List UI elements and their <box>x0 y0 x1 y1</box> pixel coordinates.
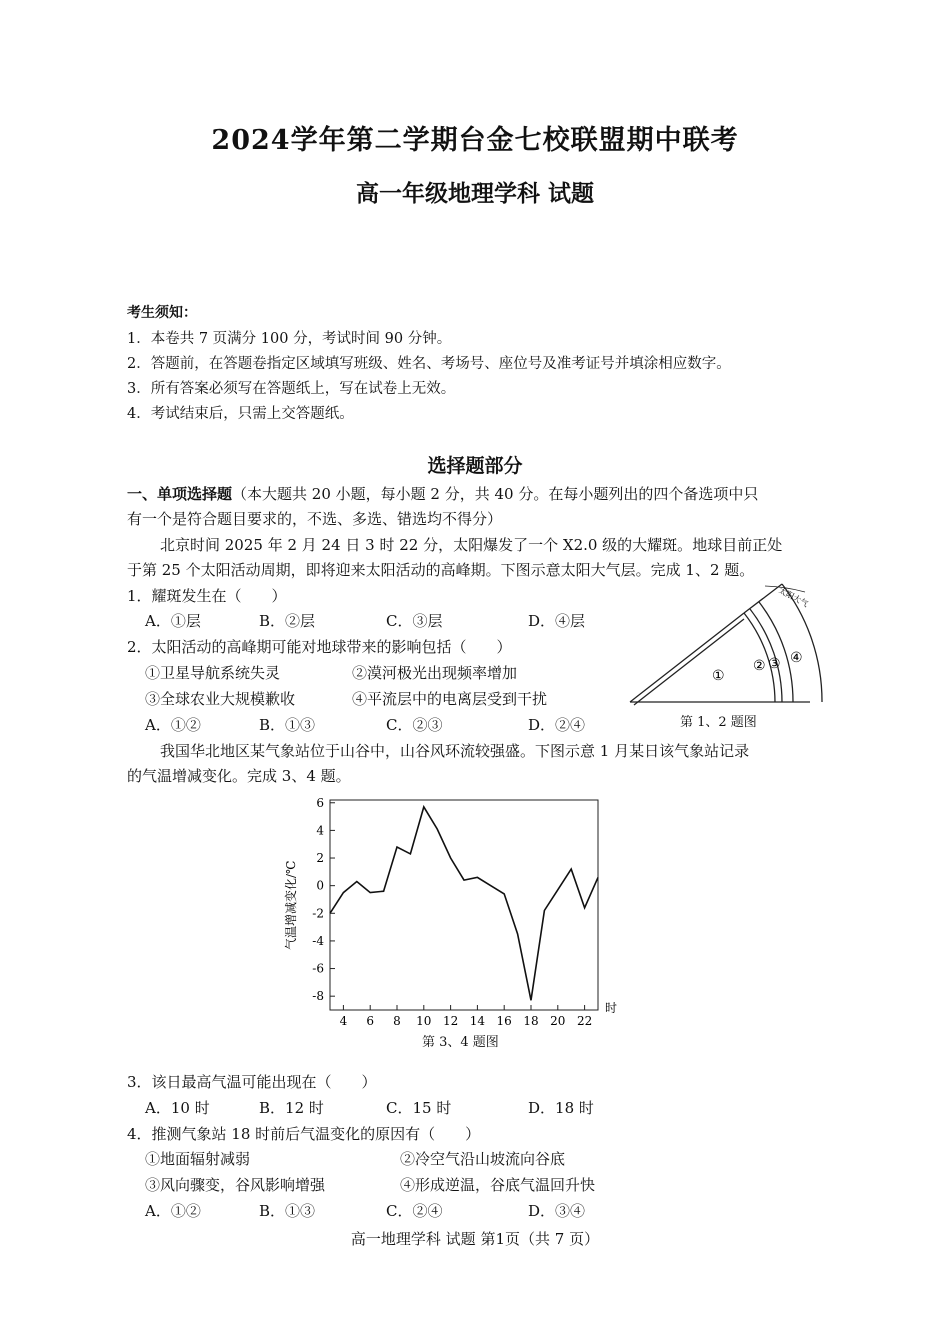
q2-option-c[interactable]: C．②③ <box>386 716 443 734</box>
y-tick-label: 6 <box>316 795 324 810</box>
x-tick-label: 8 <box>393 1014 401 1028</box>
y-tick-label: -2 <box>312 906 324 921</box>
q1-option-b[interactable]: B．②层 <box>259 612 316 630</box>
exam-title: 2024学年第二学期台金七校联盟期中联考 <box>211 125 739 156</box>
x-tick-label: 6 <box>366 1014 375 1028</box>
x-tick-label: 22 <box>576 1014 593 1028</box>
x-tick-label: 4 <box>339 1014 348 1028</box>
passage-1-line: 于第 25 个太阳活动周期，即将迎来太阳活动的高峰期。下图示意太阳大气层。完成 1、2 题。 <box>127 561 755 579</box>
x-tick-label: 16 <box>496 1014 512 1028</box>
solar-atmosphere-figure <box>620 578 840 728</box>
notice-item: 2．答题前，在答题卷指定区域填写班级、姓名、考场号、座位号及准考证号并填涂相应数字。 <box>127 356 731 372</box>
q2-item-3: ③全球农业大规模歉收 <box>145 690 296 708</box>
question-2-stem: 2．太阳活动的高峰期可能对地球带来的影响包括（ ） <box>127 638 512 656</box>
part-label: 一、单项选择题 <box>127 485 233 503</box>
exam-subtitle: 高一年级地理学科 试题 <box>355 180 594 207</box>
x-axis-label: 时 <box>605 1001 618 1015</box>
q3-option-a[interactable]: A．10 时 <box>145 1099 210 1117</box>
part-description-cont: 有一个是符合题目要求的，不选、多选、错选均不得分） <box>127 510 503 528</box>
layer-label-2: ② <box>753 658 766 674</box>
q4-option-d[interactable]: D．③④ <box>528 1202 586 1220</box>
wedge-top-edge <box>630 613 744 702</box>
notice-item: 1．本卷共 7 页满分 100 分，考试时间 90 分钟。 <box>127 331 452 347</box>
layer-label-1: ① <box>712 668 725 684</box>
q2-option-b[interactable]: B．①③ <box>259 716 316 734</box>
temperature-change-chart <box>280 795 620 1030</box>
arc-label: 太阳大气 <box>777 585 810 609</box>
passage-2-line: 我国华北地区某气象站位于山谷中，山谷风环流较强盛。下图示意 1 月某日该气象站记录 <box>160 742 750 760</box>
x-tick-label: 12 <box>442 1014 459 1028</box>
y-axis-ticks <box>312 796 335 1003</box>
series-line <box>330 807 598 1000</box>
q2-item-2: ②漠河极光出现频率增加 <box>352 664 518 682</box>
notice-item: 4．考试结束后，只需上交答题纸。 <box>127 406 354 422</box>
notice-heading: 考生须知： <box>127 305 197 321</box>
q1-option-d[interactable]: D．④层 <box>528 612 586 630</box>
y-tick-label: 4 <box>316 823 324 838</box>
outer-edge-line <box>744 584 782 613</box>
part-instruction <box>127 483 758 504</box>
q2-option-d[interactable]: D．②④ <box>528 716 586 734</box>
x-tick-label: 10 <box>416 1014 432 1028</box>
q2-option-a[interactable]: A．①② <box>145 716 201 734</box>
x-tick-label: 14 <box>469 1014 486 1028</box>
part-description: （本大题共 20 小题，每小题 2 分，共 40 分。在每小题列出的四个备选项中只 <box>232 485 759 503</box>
q4-item-1: ①地面辐射减弱 <box>145 1150 251 1168</box>
question-1-stem: 1．耀斑发生在（ ） <box>127 587 287 605</box>
q4-item-2: ②冷空气沿山坡流向谷底 <box>400 1150 566 1168</box>
section-title: 选择题部分 <box>427 455 523 477</box>
q4-option-c[interactable]: C．②④ <box>386 1202 443 1220</box>
q2-item-1: ①卫星导航系统失灵 <box>145 664 281 682</box>
q4-option-a[interactable]: A．①② <box>145 1202 201 1220</box>
y-tick-label: 0 <box>316 878 324 893</box>
wedge-inner-line <box>634 619 744 705</box>
question-3-stem: 3．该日最高气温可能出现在（ ） <box>127 1073 377 1091</box>
x-tick-label: 18 <box>523 1014 539 1028</box>
layer-arc-3 <box>759 602 793 702</box>
layer-label-4: ④ <box>790 650 803 666</box>
layer-label-3: ③ <box>768 656 781 672</box>
passage-2-line: 的气温增减变化。完成 3、4 题。 <box>127 767 351 785</box>
figure-1-caption: 第 1、2 题图 <box>680 715 757 730</box>
chart-plot-frame <box>330 800 598 1010</box>
q4-option-b[interactable]: B．①③ <box>259 1202 316 1220</box>
q3-option-d[interactable]: D．18 时 <box>528 1099 594 1117</box>
y-tick-label: -8 <box>312 989 324 1004</box>
y-tick-label: 2 <box>316 851 324 866</box>
x-tick-label: 20 <box>550 1014 566 1028</box>
figure-2-caption: 第 3、4 题图 <box>422 1035 499 1050</box>
notice-item: 3．所有答案必须写在答题纸上，写在试卷上无效。 <box>127 381 456 397</box>
x-axis-ticks <box>340 1005 593 1028</box>
y-axis-label: 气温增减变化/℃ <box>284 860 298 950</box>
q1-option-c[interactable]: C．③层 <box>386 612 443 630</box>
page-footer: 高一地理学科 试题 第1页（共 7 页） <box>350 1230 600 1248</box>
y-tick-label: -4 <box>312 933 324 948</box>
question-4-stem: 4．推测气象站 18 时前后气温变化的原因有（ ） <box>127 1125 481 1143</box>
q3-option-b[interactable]: B．12 时 <box>259 1099 324 1117</box>
passage-1-line: 北京时间 2025 年 2 月 24 日 3 时 22 分，太阳爆发了一个 X2.0 级的大耀斑。地球目前正处 <box>160 536 783 554</box>
y-tick-label: -6 <box>312 961 324 976</box>
q3-option-c[interactable]: C．15 时 <box>386 1099 452 1117</box>
q4-item-4: ④形成逆温，谷底气温回升快 <box>400 1176 596 1194</box>
q1-option-a[interactable]: A．①层 <box>145 612 201 630</box>
q2-item-4: ④平流层中的电离层受到干扰 <box>352 690 548 708</box>
q4-item-3: ③风向骤变，谷风影响增强 <box>145 1176 326 1194</box>
